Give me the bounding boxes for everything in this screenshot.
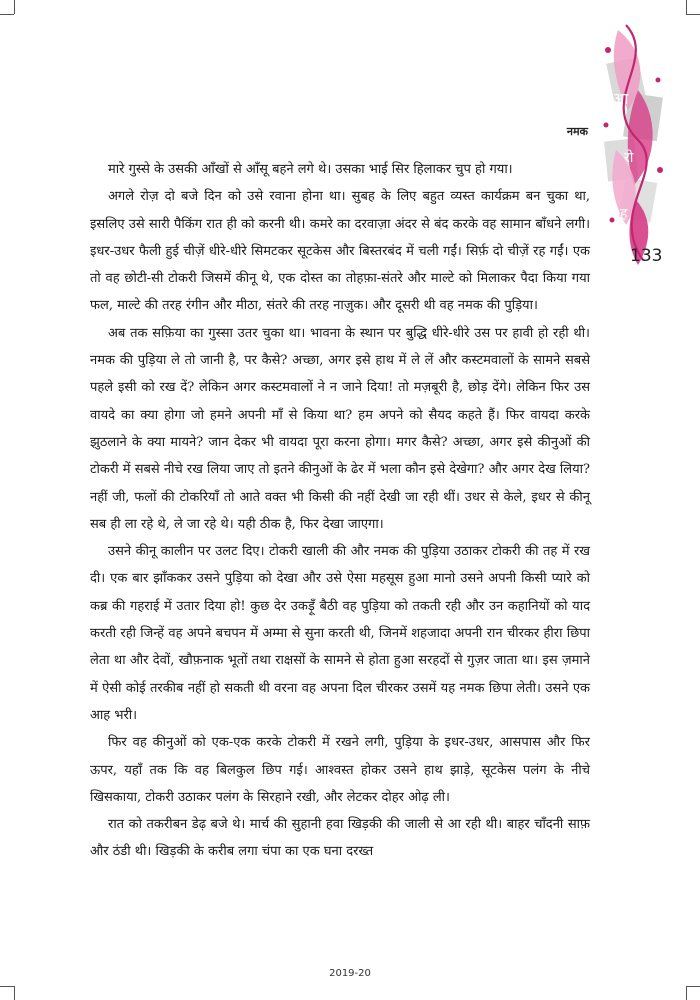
ornament-dot [657,167,663,173]
ornament-dot [656,78,661,83]
crop-mark [686,986,700,987]
footer-year: 2019-20 [329,968,371,979]
paragraph: अब तक सफ़िया का गुस्सा उतर चुका था। भावना के स्थान पर बुद्धि धीरे-धीरे उस पर हावी हो रही थी। नमक की पुड़िया ले तो जानी है, पर कैसे? अच्छा, अगर इसे हाथ में ले लें और कस्टमवालों के सामने सबसे पहले इसी को रख दें? लेकिन अगर कस्टमवालों ने न जाने दिया! तो मज़बूरी है, छोड़ देंगे। लेकिन फिर उस वायदे का क्या होगा जो हमने अपनी माँ से किया था? हम अपने को सैयद कहते हैं। फिर वायदा करके झुठलाने के क्या मायने? जान देकर भी वायदा पूरा करना होगा। मगर कैसे? अच्छा, अगर इसे कीनुओं की टोकरी में सबसे नीचे रख लिया जाए तो इतने कीनुओं के ढेर में भला कौन इसे देखेगा? और अगर देख लिया? नहीं जी, फलों की टोकरियाँ तो आते वक्त भी किसी की नहीं देखी जा रही थीं। उधर से केले, इधर से कीनू सब ही ला रहे थे, ले जा रहे थे। यही ठीक है, फिर देखा जाएगा। [90,325,590,532]
crop-mark [0,986,14,987]
chapter-ornament [598,20,668,270]
ornament-dot [605,47,611,53]
body-text [90,156,590,866]
ornament-dot [610,218,615,223]
ornament-letter: आ [612,89,629,108]
paragraph: उसने कीनू कालीन पर उलट दिए। टोकरी खाली की और नमक की पुड़िया उठाकर टोकरी की तह में रख दी। एक बार झाँककर उसने पुड़िया को देखा और उसे ऐसा महसूस हुआ मानो उसने अपनी किसी प्यारे को कब्र की गहराई में उतार दिया हो! कुछ देर उकड़ूँ बैठी वह पुड़िया को तकती रही और उन कहानियों को याद करती रही जिन्हें वह अपने बचपन में अम्मा से सुना करती थी, जिनमें शहजादा अपनी रान चीरकर हीरा छिपा लेता था और देवों, खौफ़नाक भूतों तथा राक्षसों के सामने से होता हुआ सरहदों से गुज़र जाता था। इस ज़माने में ऐसी कोई तरकीब नहीं हो सकती थी वरना वह अपना दिल चीरकर उसमें यह नमक छिपा लेती। उसने एक आह भरी। [90,544,590,723]
crop-mark [0,14,14,15]
ornament-dot [604,123,609,128]
crop-mark [686,0,687,14]
paragraph: अगले रोज़ दो बजे दिन को उसे रवाना होना था। सुबह के लिए बहुत व्यस्त कार्यक्रम बन चुका था, इसलिए उसे सारी पैकिंग रात ही को करनी थी। कमरे का दरवाज़ा अंदर से बंद करके वह सामान बाँधने लगी। इधर-उधर फैली हुई चीज़ें धीरे-धीरे सिमटकर सूटकेस और बिस्तरबंद में चली गईं। सिर्फ़ दो चीज़ें रह गईं। एक तो वह छोटी-सी टोकरी जिसमें कीनू थे, एक दोस्त का तोहफ़ा-संतरे और माल्टे को मिलाकर पैदा किया गया फल, माल्टे की तरह रंगीन और मीठा, संतरे की तरह नाज़ुक। और दूसरी थी वह नमक की पुड़िया। [90,189,590,314]
crop-mark [686,986,687,1000]
paragraph: रात को तकरीबन डेढ़ बजे थे। मार्च की सुहानी हवा खिड़की की जाली से आ रही थी। बाहर चाँदनी साफ़ और ठंडी थी। खिड़की के करीब लगा चंपा का एक घना दरख्त [90,817,590,860]
chapter-label: नमक [566,125,588,138]
ornament-letter: रो [624,150,634,166]
page-number: 133 [630,246,663,266]
paragraph: फिर वह कीनुओं को एक-एक करके टोकरी में रखने लगी, पुड़िया के इधर-उधर, आसपास और फिर ऊपर, यहाँ तक कि वह बिलकुल छिप गई। आश्वस्त होकर उसने हाथ झाड़े, सूटकेस पलंग के नीचे खिसकाया, टोकरी उठाकर पलंग के सिरहाने रखी, और लेटकर दोहर ओढ़ ली। [90,735,590,805]
paragraph: मारे गुस्से के उसकी आँखों से आँसू बहने लगे थे। उसका भाई सिर हिलाकर चुप हो गया। [108,162,513,177]
crop-mark [686,14,700,15]
ornament-letter: ह [620,206,628,222]
crop-mark [14,986,15,1000]
crop-mark [14,0,15,14]
